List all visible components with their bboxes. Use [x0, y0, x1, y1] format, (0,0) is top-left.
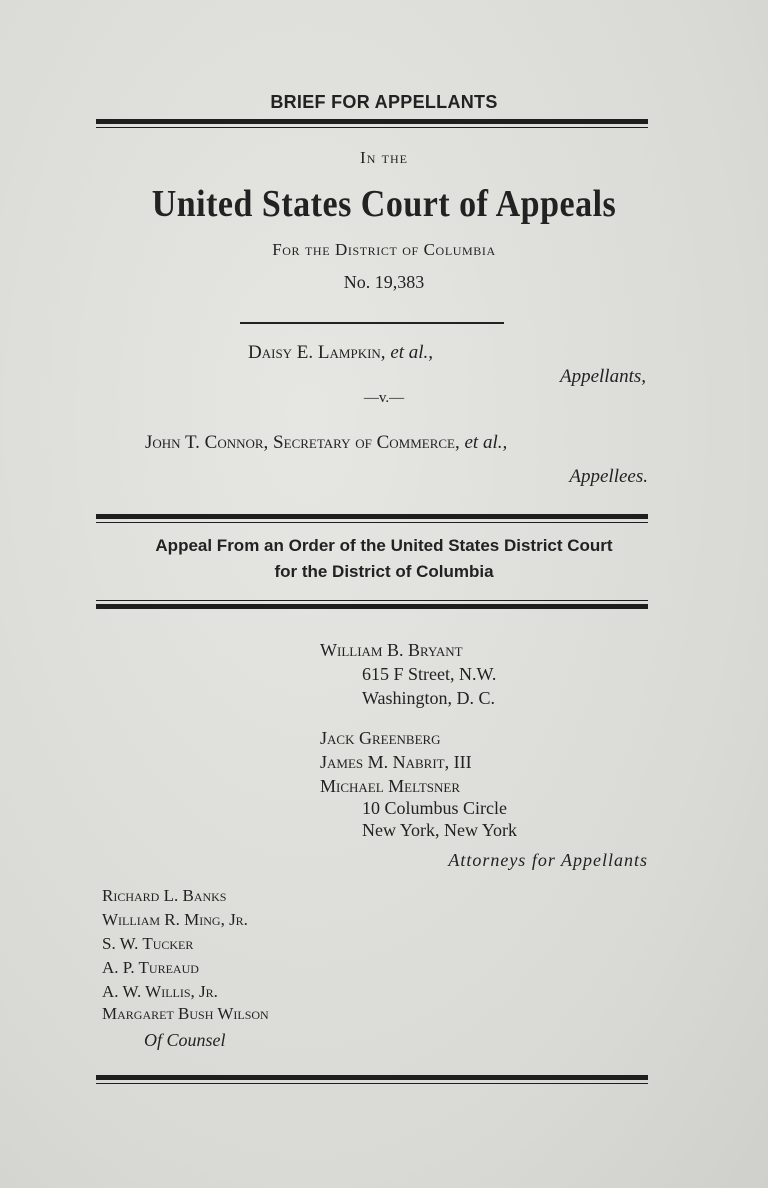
appellee-etal: et al., [464, 432, 508, 453]
counsel-name: Margaret Bush Wilson [102, 1004, 269, 1023]
attorney-name: Jack Greenberg [320, 728, 441, 748]
nyc-address-1: 10 Columbus Circle [362, 798, 507, 818]
appellant-etal: et al., [390, 342, 434, 363]
bottom-rule-thick [96, 1075, 648, 1080]
appeal-line-2: for the District of Columbia [274, 562, 494, 581]
short-rule [240, 322, 504, 324]
versus: —v.— [363, 390, 405, 406]
attorney-name: Michael Meltsner [320, 776, 461, 796]
counsel-name: Richard L. Banks [102, 886, 227, 905]
attorney-name: James M. Nabrit, III [320, 752, 472, 772]
top-rule-thick [96, 119, 648, 124]
attorneys-role: Attorneys for Appellants [448, 850, 648, 870]
appellee-line [145, 432, 507, 454]
counsel-name: A. W. Willis, Jr. [102, 982, 218, 1001]
appellee-name: John T. Connor, Secretary of Commerce, [145, 432, 460, 453]
attorney-bryant: William B. Bryant [320, 640, 463, 660]
counsel-role: Of Counsel [144, 1030, 226, 1050]
appellant-name: Daisy E. Lampkin, [248, 342, 386, 363]
appellee-role: Appellees. [569, 466, 648, 487]
lower-rule-thin [96, 600, 648, 601]
counsel-name: A. P. Tureaud [102, 958, 199, 977]
appellant-role: Appellants, [559, 366, 646, 387]
bryant-address-2: Washington, D. C. [362, 688, 496, 708]
nyc-address-2: New York, New York [362, 820, 518, 840]
court-name: United States Court of Appeals [151, 183, 617, 226]
middle-rule-thin [96, 522, 648, 523]
bryant-address-1: 615 F Street, N.W. [362, 664, 497, 684]
middle-rule-thick [96, 514, 648, 519]
brief-title: BRIEF FOR APPELLANTS [270, 92, 498, 112]
counsel-name: William R. Ming, Jr. [102, 910, 248, 929]
appeal-line-1: Appeal From an Order of the United States District Court [155, 536, 613, 555]
counsel-name: S. W. Tucker [102, 934, 194, 953]
district-label: For the District of Columbia [272, 240, 496, 259]
bottom-rule-thin [96, 1083, 648, 1084]
in-the-label: In the [360, 148, 408, 167]
appellant-line [248, 342, 433, 364]
case-number: No. 19,383 [343, 272, 425, 292]
top-rule-thin [96, 127, 648, 128]
lower-rule-thick [96, 604, 648, 609]
